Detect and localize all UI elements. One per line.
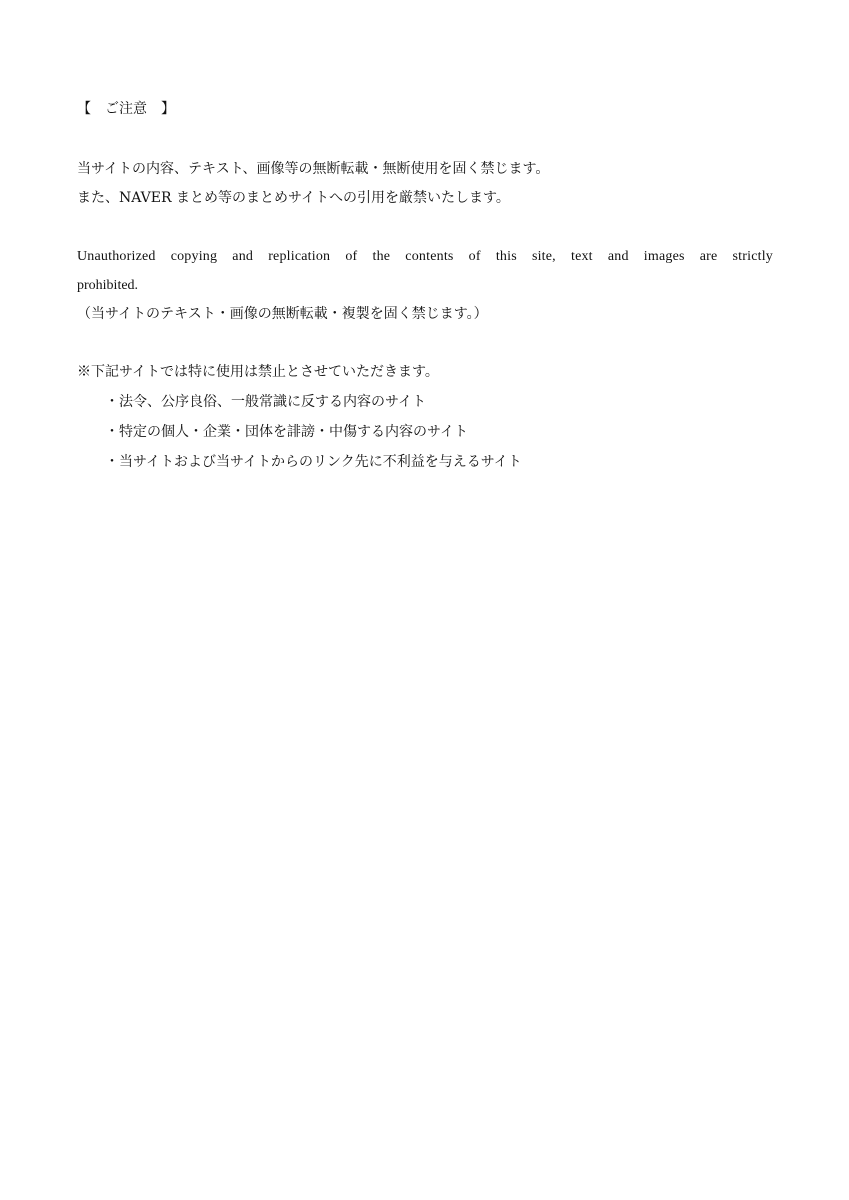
english-notice-line-2: prohibited. (77, 278, 139, 293)
notice-line-2: また、NAVER まとめ等のまとめサイトへの引用を厳禁いたします。 (77, 190, 510, 206)
english-notice-line-1: Unauthorized copying and replication of the contents of this site, text and images are strictly (77, 249, 773, 264)
section-gap (77, 329, 773, 358)
notice-content (77, 96, 773, 477)
japanese-translation-line: （当サイトのテキスト・画像の無断転載・複製を固く禁じます。） (77, 306, 488, 322)
section-gap (77, 213, 773, 242)
section-gap (77, 122, 773, 155)
notice-heading: 【 ご注意 】 (77, 101, 175, 117)
prohibited-sites-intro: ※下記サイトでは特に使用は禁止とさせていただきます。 (77, 364, 439, 380)
list-item: ・特定の個人・企業・団体を誹謗・中傷する内容のサイト (105, 424, 469, 440)
list-item: ・法令、公序良俗、一般常識に反する内容のサイト (105, 394, 427, 410)
notice-line-1: 当サイトの内容、テキスト、画像等の無断転載・無断使用を固く禁じます。 (77, 161, 550, 177)
list-item: ・当サイトおよび当サイトからのリンク先に不利益を与えるサイト (105, 454, 522, 470)
prohibited-sites-list (77, 387, 773, 477)
